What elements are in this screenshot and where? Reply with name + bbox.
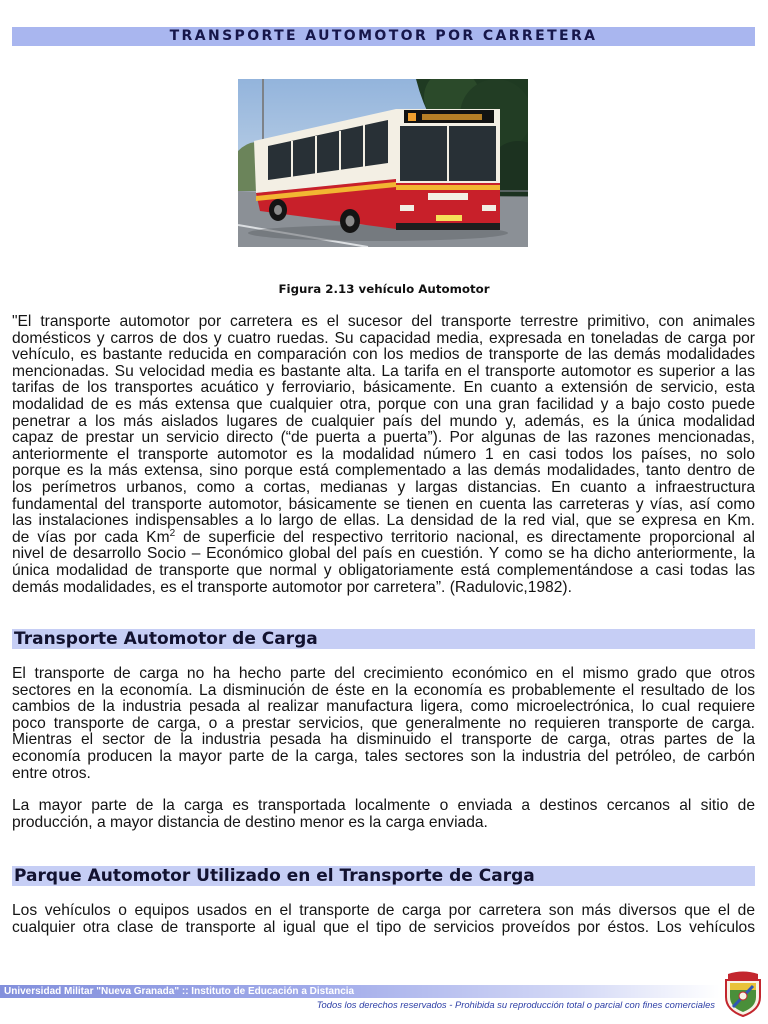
text-segment: de superficie del respectivo territorio nacional, es directamente proporcional al <box>175 528 755 546</box>
text-line: La mayor parte de la carga es transportada localmente o enviada a destinos cercanos al sitio de <box>12 797 755 814</box>
superscript: 2 <box>169 527 176 539</box>
text-line: capaz de prestar un servicio directo (“de puerta a puerta”). Por algunas de las razones mencionadas, <box>12 429 755 447</box>
text-line: sectores en la economía. La disminución de éste en la economía es probablemente el resultado de los <box>12 681 755 699</box>
section-heading-bar <box>12 629 755 649</box>
text-line: economía producen la mayor parte de la carga, tales sectores son la industria del petróleo, de carbón <box>12 747 755 765</box>
footer-institution: Universidad Militar "Nueva Granada" :: Instituto de Educación a Distancia <box>4 986 355 997</box>
text-segment: de vías por cada Km <box>12 528 170 546</box>
intro-paragraph <box>12 314 755 596</box>
text-line: anteriormente el transporte automotor es la modalidad número 1 en casi todos los países, no solo <box>12 445 755 463</box>
text-line: los perímetros urbanos, como a cortas, medianas y largas distancias. En cuanto a infraestructura <box>12 478 755 496</box>
text-line: producción, a mayor distancia de destino menor es la carga enviada. <box>12 813 488 831</box>
section-heading-freight: Transporte Automotor de Carga <box>14 629 318 649</box>
fleet-paragraph <box>12 903 755 936</box>
text-line <box>12 527 755 547</box>
text-line: poco transporte de carga, o a prestar servicios, que generalmente no requieren transporte de carga. <box>12 714 755 732</box>
text-line: Los vehículos o equipos usados en el transporte de carga por carretera son más diversos que el de <box>12 902 755 919</box>
freight-paragraph <box>12 666 755 782</box>
freight-paragraph <box>12 798 755 831</box>
footer-copyright: Todos los derechos reservados - Prohibida su reproducción total o parcial con fines comerciales <box>316 999 715 1010</box>
text-line: modalidad de es más extensa que cualquier otra, porque con una gran facilidad y a bajo costo puede <box>12 395 755 413</box>
text-line: cambios de la industria pesada al realizar manufactura ligera, como microelectrónica, lo cual requiere <box>12 698 755 716</box>
text-line: "El transporte automotor por carretera es el sucesor del transporte terrestre primitivo, con animales <box>12 313 755 330</box>
text-line: mencionadas. Su velocidad media es bastante alta. La tarifa en el transporte automotor es superior a las <box>12 362 755 380</box>
text-line: única modalidad de transporte que normal y obligatoriamente está complementándose a casi todas las <box>12 561 755 579</box>
text-line: las instalaciones indispensables a lo largo de ellas. La densidad de la red vial, que se expresa en Km. <box>12 512 755 530</box>
text-line: nivel de desarrollo Socio – Económico global del país en cuestión. Y como se ha dicho anteriormente, la <box>12 545 755 563</box>
text-line: Mientras el sector de la industria pesada ha disminuido el transporte de carga, otras partes de la <box>12 731 755 749</box>
section-heading-bar <box>12 866 755 886</box>
figure-caption: Figura 2.13 vehículo Automotor <box>278 282 490 296</box>
text-line: El transporte de carga no ha hecho parte del crecimiento económico en el mismo grado que otros <box>12 665 755 682</box>
page-title: TRANSPORTE AUTOMOTOR POR CARRETERA <box>12 27 755 46</box>
text-line: domésticos y carros de dos y cuatro ruedas. Su capacidad media, expresada en toneladas de carga por <box>12 329 755 347</box>
text-line: vehículo, es bastante reducida en comparación con los medios de transporte de las demás modalidades <box>12 346 755 364</box>
university-shield-icon <box>722 970 764 1018</box>
text-line: entre otros. <box>12 764 91 782</box>
bus-photo <box>238 79 528 247</box>
text-line: penetrar a los más aislados lugares de cualquier país del mundo y, además, es la única modalidad <box>12 412 755 430</box>
text-line: porque es la más extensa, sino porque está complementado a las demás modalidades, tanto dentro de <box>12 462 755 480</box>
section-heading-fleet: Parque Automotor Utilizado en el Transporte de Carga <box>14 866 535 886</box>
text-line: tarifas de los transportes acuático y ferroviario, básicamente. En cuanto a extensión de servicio, esta <box>12 379 755 397</box>
text-line: demás modalidades, es el transporte automotor por carretera”. (Radulovic,1982). <box>12 578 572 596</box>
text-line: fundamental del transporte automotor, básicamente se tienen en cuenta las carreteras y vías, así como <box>12 495 755 513</box>
text-line: cualquier otra clase de transporte al igual que el tipo de servicios proveídos por éstos. Los vehículos <box>12 918 755 936</box>
footer-institution-bar <box>0 985 720 998</box>
